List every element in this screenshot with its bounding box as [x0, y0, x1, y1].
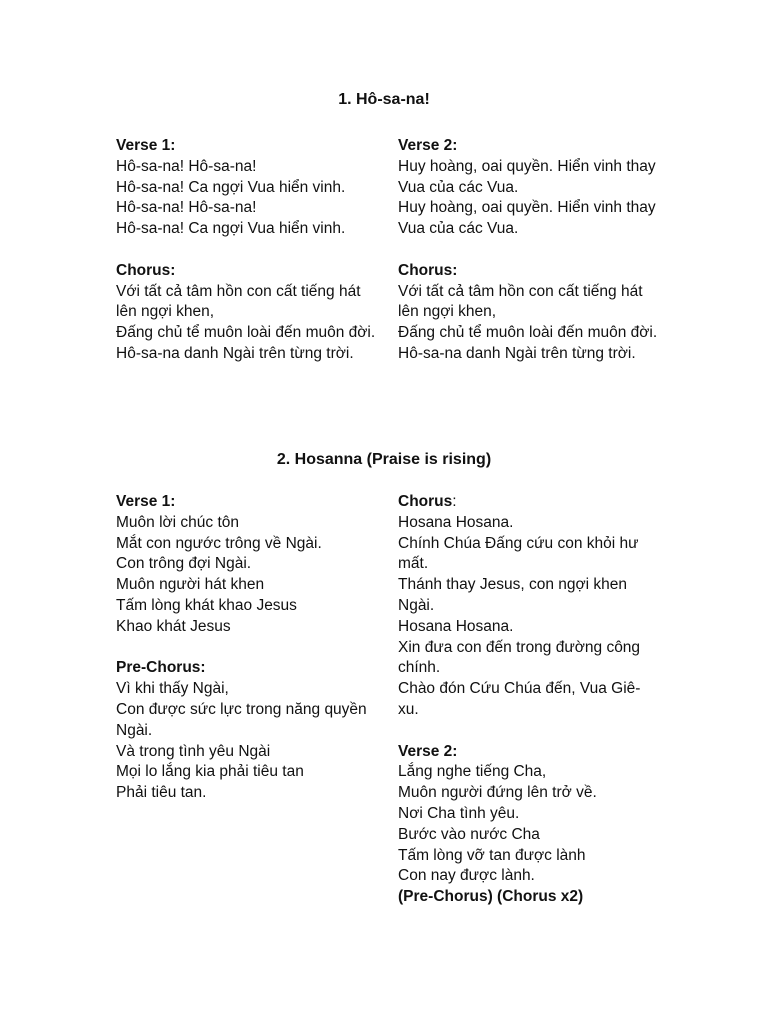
lyric-line: Huy hoàng, oai quyền. Hiển vinh thay Vua của các Vua. — [398, 199, 656, 238]
lyric-line: Đấng chủ tể muôn loài đến muôn đời. — [398, 324, 658, 342]
lyric-line: Thánh thay Jesus, con ngợi khen Ngài. — [398, 576, 628, 614]
lyric-line: Con trông đợi Ngài. — [116, 555, 252, 573]
song1-left-column — [116, 136, 378, 365]
lyric-line: Con được sức lực trong năng quyền Ngài. — [116, 700, 367, 739]
song1-chorus-left — [116, 261, 378, 365]
song2-verse1 — [116, 492, 378, 638]
lyric-line: Hô-sa-na! Hô-sa-na! — [116, 157, 257, 175]
song2-left-column — [116, 492, 378, 804]
lyric-line: Đấng chủ tể muôn loài đến muôn đời. — [116, 324, 376, 342]
lyric-line: Mọi lo lắng kia phải tiêu tan — [116, 763, 304, 781]
lyric-line: Huy hoàng, oai quyền. Hiển vinh thay Vua của các Vua. — [398, 157, 656, 196]
lyric-line: Chào đón Cứu Chúa đến, Vua Giê-xu. — [398, 680, 641, 718]
song1-chorus-right — [398, 261, 660, 365]
section-label: Chorus: — [116, 261, 176, 279]
lyric-line: Bước vào nước Cha — [398, 825, 540, 843]
lyric-line: Con nay được lành. — [398, 867, 535, 885]
lyric-line: Hô-sa-na! Ca ngợi Vua hiển vinh. — [116, 220, 346, 238]
section-label: Chorus: — [398, 261, 458, 279]
song1-title: 1. Hô-sa-na! — [338, 91, 430, 108]
lyric-line: Tấm lòng khát khao Jesus — [116, 596, 297, 614]
song1-verse1 — [116, 136, 378, 240]
lyric-line: Mắt con ngước trông về Ngài. — [116, 534, 322, 552]
section-label: Chorus — [398, 493, 453, 510]
lyric-line: Hosana Hosana. — [398, 513, 514, 531]
lyric-line: Muôn lời chúc tôn — [116, 513, 240, 531]
lyric-line: Phải tiêu tan. — [116, 784, 207, 802]
lyric-line: Lắng nghe tiếng Cha, — [398, 763, 547, 781]
label-colon: : — [452, 493, 457, 510]
lyric-line: Và trong tình yêu Ngài — [116, 742, 271, 760]
lyric-line: Với tất cả tâm hồn con cất tiếng hát lên ngợi khen, — [398, 282, 643, 321]
section-label: Verse 1: — [116, 493, 176, 510]
lyric-line: Hô-sa-na danh Ngài trên từng trời. — [398, 344, 636, 362]
lyric-line: Hô-sa-na danh Ngài trên từng trời. — [116, 344, 354, 362]
lyric-line: Chính Chúa Đấng cứu con khỏi hư mất. — [398, 534, 639, 573]
lyric-line: Tấm lòng vỡ tan được lành — [398, 846, 586, 864]
song1-right-column — [398, 136, 660, 365]
lyric-line: Với tất cả tâm hồn con cất tiếng hát lên ngợi khen, — [116, 282, 361, 321]
lyric-line: Vì khi thấy Ngài, — [116, 680, 229, 698]
song2-prechorus — [116, 658, 378, 804]
lyric-line: Muôn người đứng lên trở về. — [398, 784, 597, 802]
section-label: Verse 2: — [398, 742, 458, 760]
song2-title: 2. Hosanna (Praise is rising) — [276, 451, 492, 468]
lyric-line: Khao khát Jesus — [116, 617, 231, 635]
section-label: Verse 1: — [116, 137, 176, 154]
lyric-line: Nơi Cha tình yêu. — [398, 804, 520, 822]
section-label-line — [398, 492, 660, 513]
song-ending-note: (Pre-Chorus) (Chorus x2) — [398, 888, 584, 906]
lyric-line: Hô-sa-na! Hô-sa-na! — [116, 199, 257, 217]
lyric-line: Xin đưa con đến trong đường công chính. — [398, 638, 641, 677]
section-label: Pre-Chorus: — [116, 659, 206, 677]
song2-right-column — [398, 492, 660, 908]
section-label: Verse 2: — [398, 137, 458, 154]
song2-verse2 — [398, 742, 660, 908]
song2-chorus — [398, 492, 660, 721]
song1-verse2 — [398, 136, 660, 240]
lyric-line: Hosana Hosana. — [398, 617, 514, 635]
lyric-line: Hô-sa-na! Ca ngợi Vua hiển vinh. — [116, 178, 346, 196]
lyric-line: Muôn người hát khen — [116, 576, 265, 594]
